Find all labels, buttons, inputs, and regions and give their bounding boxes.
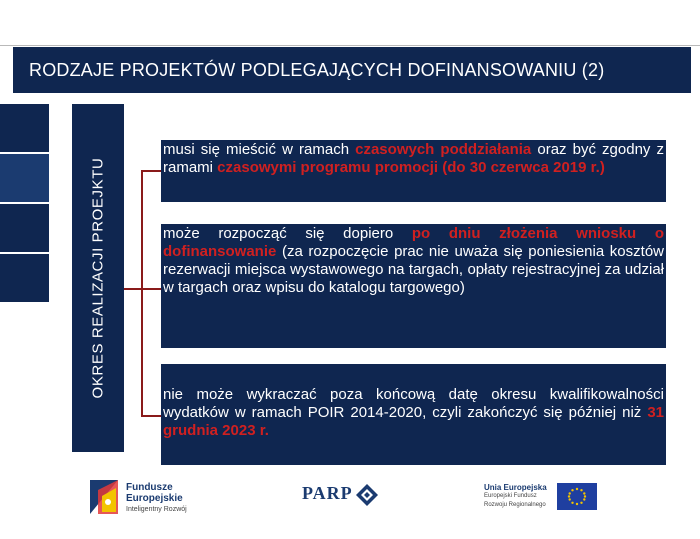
connector-branch-1 <box>141 170 161 172</box>
connector-stub <box>124 288 142 290</box>
decor-block <box>0 104 49 152</box>
body-text: (za rozpoczęcie prac nie uważa się poniesienia kosztów rezerwacji miejsca wystawowego na targach, opłaty rejestracyjnej za udział w targach oraz wpisu do katalogu targowego) <box>163 243 664 296</box>
unia-europejska-logo-text <box>484 483 547 510</box>
body-text: może rozpocząć się dopiero <box>163 225 412 242</box>
ue-subtitle-2: Rozwoju Regionalnego <box>484 502 546 508</box>
left-decor-blocks <box>0 104 49 304</box>
fundusze-europejskie-logo-icon <box>88 478 120 516</box>
condition-box-2 <box>161 224 666 348</box>
parp-logo-text: PARP <box>302 483 353 503</box>
fe-title-line-1: Fundusze <box>126 482 173 493</box>
highlighted-text: (do 30 czerwca 2019 r.) <box>442 159 605 176</box>
vertical-category-label: OKRES REALIZACJI PROEJKTU <box>89 157 107 399</box>
parp-logo-mark-icon <box>356 484 378 506</box>
fe-title-line-2: Europejskie <box>126 493 183 504</box>
fundusze-europejskie-logo-text <box>126 482 187 515</box>
highlighted-text: czasowych poddziałania <box>355 141 532 158</box>
slide-title-bar <box>13 47 691 93</box>
ue-title: Unia Europejska <box>484 483 547 492</box>
slide-title: RODZAJE PROJEKTÓW PODLEGAJĄCYCH DOFINANSOWANIU (2) <box>29 59 605 80</box>
eu-flag-icon <box>557 483 597 510</box>
body-text: nie może wykraczać poza końcową datę okresu kwalifikowalności wydatków w ramach POIR 2014-2020, czyli zakończyć się później niż <box>163 386 664 421</box>
body-text: musi się mieścić w ramach <box>163 141 356 158</box>
top-divider-line <box>0 45 700 46</box>
vertical-category-bar <box>72 104 124 452</box>
body-text: oraz być zgodny z ramami <box>163 141 664 176</box>
decor-block <box>0 154 49 202</box>
fe-subtitle: Inteligentny Rozwój <box>126 506 187 513</box>
decor-block <box>0 254 49 302</box>
highlighted-text: po dniu złożenia wniosku o dofinansowanie <box>163 225 664 260</box>
condition-box-3 <box>161 364 666 465</box>
connector-branch-2 <box>141 288 161 290</box>
connector-vertical-line <box>141 170 143 416</box>
decor-block <box>0 204 49 252</box>
condition-box-1 <box>161 140 666 202</box>
highlighted-text: 31 grudnia 2023 r. <box>163 404 664 439</box>
ue-subtitle-1: Europejski Fundusz <box>484 493 537 499</box>
highlighted-text: czasowymi programu promocji <box>217 159 439 176</box>
connector-branch-3 <box>141 415 161 417</box>
